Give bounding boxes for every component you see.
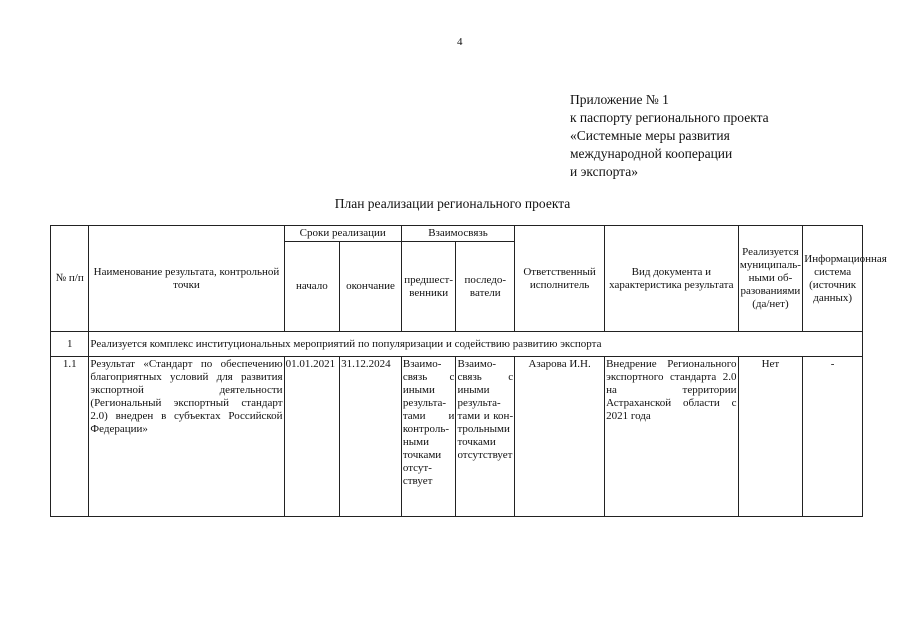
row-successors: Взаимосвязь с иными результатами и контрольными точками отсутствует (456, 357, 515, 517)
row-info-system: - (803, 357, 863, 517)
appendix-line-4: международной кооперации (570, 146, 733, 161)
appendix-line-1: Приложение № 1 (570, 92, 669, 107)
section-text: Реализуется комплекс институциональных мероприятий по популяризации и содействию развитию экспорта (89, 332, 863, 357)
section-num: 1 (51, 332, 89, 357)
header-doc-type: Вид документа и характеристика результата (605, 226, 738, 332)
appendix-line-5: и экспорта» (570, 164, 638, 179)
section-row (51, 332, 863, 357)
header-row-top (51, 226, 863, 242)
row-doc-type: Внедрение Регионального экспортного стандарта 2.0 на территории Астраханской области с 2021 года (605, 357, 738, 517)
row-predecessors: Взаимосвязь с иными результатами и контрольными точками отсутствует (401, 357, 456, 517)
row-name: Результат «Стандарт по обеспечению благоприятных условий для развития экспортной деятельности (Региональный экспортный стандарт 2.0) внедрен в субъектах Российской Федерации» (89, 357, 284, 517)
plan-title: План реализации регионального проекта (334, 196, 571, 211)
header-start: начало (284, 242, 340, 332)
header-municipal: Реализуется муниципальными образованиями (да/нет) (738, 226, 803, 332)
header-responsible: Ответственный исполнитель (515, 226, 605, 332)
row-responsible: Азарова И.Н. (515, 357, 605, 517)
header-num: № п/п (51, 226, 89, 332)
header-predecessors: предшественники (401, 242, 456, 332)
header-dates: Сроки реализации (284, 226, 401, 242)
appendix-line-3: «Системные меры развития (570, 128, 730, 143)
header-info-system: Информационная система (источник данных) (803, 226, 863, 332)
row-start: 01.01.2021 (284, 357, 340, 517)
appendix-line-2: к паспорту регионального проекта (570, 110, 769, 125)
header-relation: Взаимосвязь (401, 226, 514, 242)
table-row (51, 357, 863, 517)
header-name: Наименование результата, контрольной точки (89, 226, 284, 332)
row-end: 31.12.2024 (340, 357, 402, 517)
page-number: 4 (457, 36, 463, 48)
appendix-header (570, 91, 769, 181)
header-end: окончание (340, 242, 402, 332)
header-successors: последователи (456, 242, 515, 332)
row-num: 1.1 (51, 357, 89, 517)
plan-table (50, 225, 887, 517)
row-municipal: Нет (738, 357, 803, 517)
